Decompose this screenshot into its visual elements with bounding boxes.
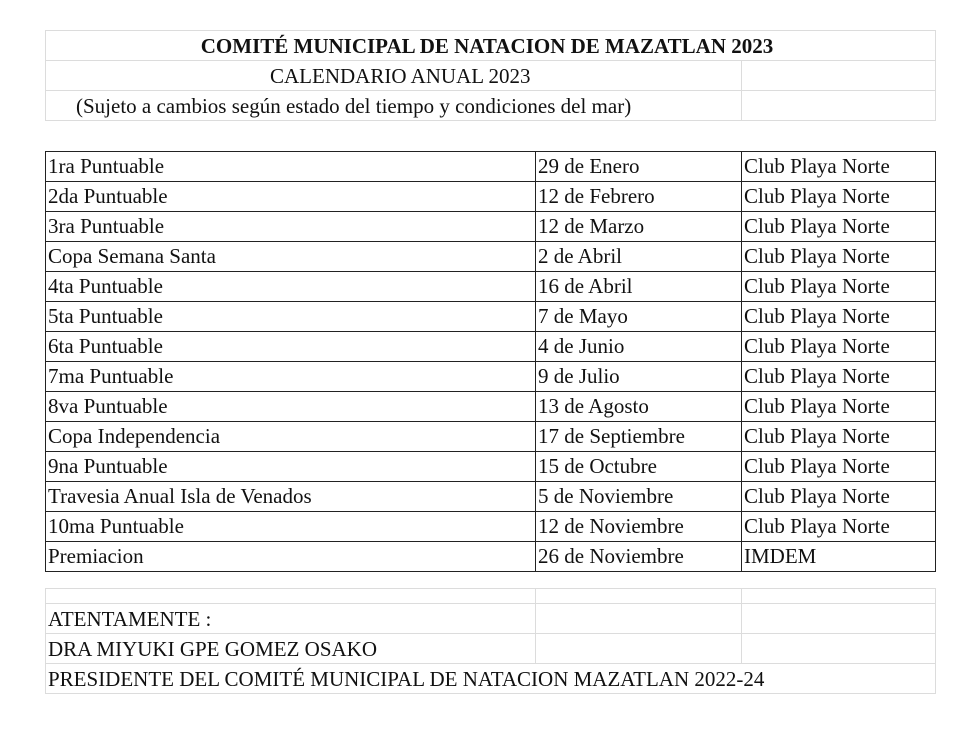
event-venue-cell: Club Playa Norte [742, 152, 936, 182]
table-row [46, 212, 936, 242]
table-row [46, 302, 936, 332]
event-venue-cell: Club Playa Norte [742, 392, 936, 422]
document-note: (Sujeto a cambios según estado del tiempo y condiciones del mar) [76, 94, 632, 118]
table-row [46, 422, 936, 452]
event-venue-cell: Club Playa Norte [742, 512, 936, 542]
table-row [46, 272, 936, 302]
event-venue-cell: Club Playa Norte [742, 182, 936, 212]
event-date-cell: 15 de Octubre [536, 452, 742, 482]
table-row [46, 332, 936, 362]
events-table-body [46, 152, 936, 572]
table-row [46, 542, 936, 572]
table-row [46, 512, 936, 542]
event-date-cell: 13 de Agosto [536, 392, 742, 422]
events-table [45, 151, 936, 572]
event-name-cell: 10ma Puntuable [46, 512, 536, 542]
table-row [46, 182, 936, 212]
event-venue-cell: Club Playa Norte [742, 482, 936, 512]
table-row [46, 392, 936, 422]
event-name-cell: 4ta Puntuable [46, 272, 536, 302]
event-venue-cell: IMDEM [742, 542, 936, 572]
event-date-cell: 2 de Abril [536, 242, 742, 272]
event-date-cell: 4 de Junio [536, 332, 742, 362]
event-name-cell: Copa Semana Santa [46, 242, 536, 272]
event-date-cell: 17 de Septiembre [536, 422, 742, 452]
table-row [46, 362, 936, 392]
event-date-cell: 29 de Enero [536, 152, 742, 182]
event-date-cell: 12 de Noviembre [536, 512, 742, 542]
event-name-cell: 3ra Puntuable [46, 212, 536, 242]
event-venue-cell: Club Playa Norte [742, 212, 936, 242]
event-venue-cell: Club Playa Norte [742, 272, 936, 302]
event-date-cell: 12 de Marzo [536, 212, 742, 242]
signer-position: PRESIDENTE DEL COMITÉ MUNICIPAL DE NATACION MAZATLAN 2022-24 [48, 667, 765, 691]
event-venue-cell: Club Playa Norte [742, 452, 936, 482]
event-venue-cell: Club Playa Norte [742, 422, 936, 452]
event-name-cell: 7ma Puntuable [46, 362, 536, 392]
event-date-cell: 26 de Noviembre [536, 542, 742, 572]
event-date-cell: 12 de Febrero [536, 182, 742, 212]
event-date-cell: 16 de Abril [536, 272, 742, 302]
event-date-cell: 5 de Noviembre [536, 482, 742, 512]
table-row [46, 482, 936, 512]
event-name-cell: 6ta Puntuable [46, 332, 536, 362]
event-date-cell: 9 de Julio [536, 362, 742, 392]
document-subtitle: CALENDARIO ANUAL 2023 [270, 64, 531, 88]
table-row [46, 152, 936, 182]
event-date-cell: 7 de Mayo [536, 302, 742, 332]
table-row [46, 242, 936, 272]
signer-name: DRA MIYUKI GPE GOMEZ OSAKO [48, 637, 378, 661]
event-venue-cell: Club Playa Norte [742, 302, 936, 332]
event-name-cell: Premiacion [46, 542, 536, 572]
document-title: COMITÉ MUNICIPAL DE NATACION DE MAZATLAN 2023 [200, 34, 774, 58]
event-name-cell: Copa Independencia [46, 422, 536, 452]
event-name-cell: 9na Puntuable [46, 452, 536, 482]
closing-text: ATENTAMENTE : [48, 607, 212, 631]
event-name-cell: 1ra Puntuable [46, 152, 536, 182]
event-venue-cell: Club Playa Norte [742, 362, 936, 392]
event-name-cell: 8va Puntuable [46, 392, 536, 422]
event-name-cell: 2da Puntuable [46, 182, 536, 212]
table-row [46, 452, 936, 482]
event-venue-cell: Club Playa Norte [742, 332, 936, 362]
event-name-cell: 5ta Puntuable [46, 302, 536, 332]
event-name-cell: Travesia Anual Isla de Venados [46, 482, 536, 512]
event-venue-cell: Club Playa Norte [742, 242, 936, 272]
